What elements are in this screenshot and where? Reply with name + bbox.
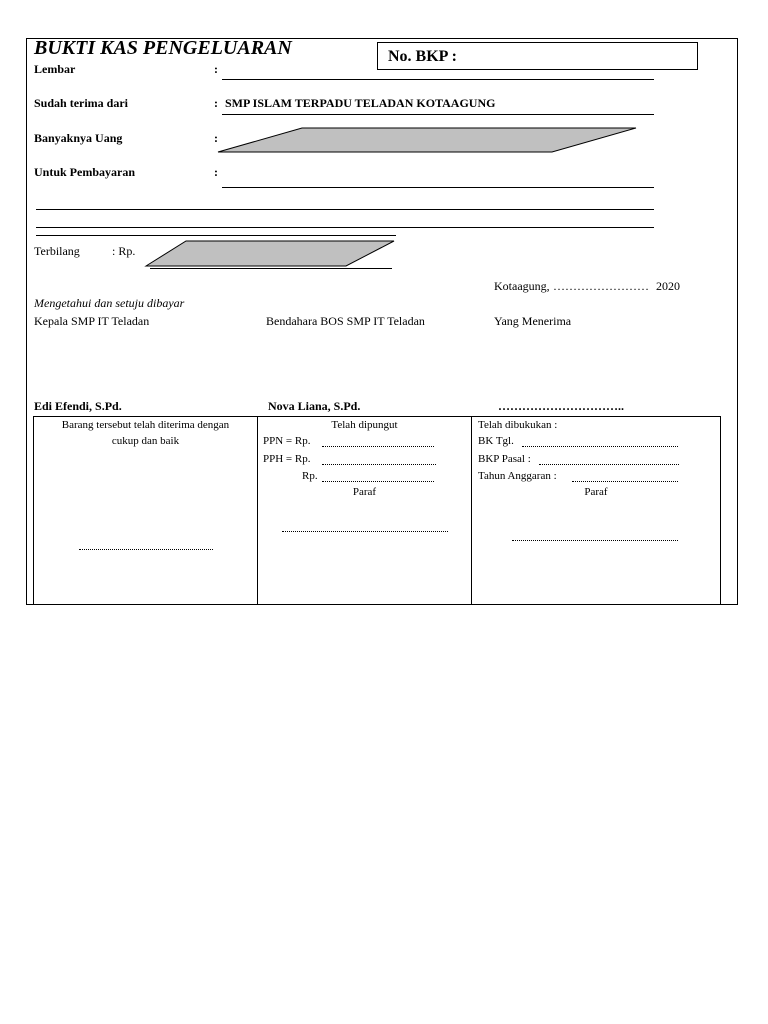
lembar-label: Lembar (34, 62, 76, 76)
untuk-pembayaran-line-3[interactable] (36, 227, 654, 228)
col2-signature-line[interactable] (282, 531, 448, 532)
untuk-pembayaran-line-1[interactable] (222, 187, 654, 188)
col2-rp-label: Rp. (302, 470, 318, 482)
col2-ppn-line[interactable] (322, 446, 434, 447)
col3-bkp-pasal-line[interactable] (539, 464, 679, 465)
place-label: Kotaagung, (494, 279, 550, 293)
approval-note: Mengetahui dan setuju dibayar (34, 296, 185, 310)
date-dots[interactable]: …………………… (553, 279, 649, 293)
lembar-colon: : (214, 62, 218, 76)
col2-ppn-label: PPN = Rp. (263, 435, 311, 447)
no-bkp-box[interactable] (377, 42, 698, 70)
date-year: 2020 (656, 279, 680, 293)
name-penerima[interactable]: ………………………….. (498, 399, 624, 413)
role-kepala: Kepala SMP IT Teladan (34, 314, 150, 328)
name-kepala: Edi Efendi, S.Pd. (34, 399, 122, 413)
col2-pph-label: PPH = Rp. (263, 453, 311, 465)
name-bendahara: Nova Liana, S.Pd. (268, 399, 361, 413)
no-bkp-label: No. BKP : (388, 48, 457, 65)
untuk-pembayaran-line-2[interactable] (36, 209, 654, 210)
col3-tahun-anggaran-line[interactable] (572, 481, 678, 482)
col3-bkp-pasal-label: BKP Pasal : (478, 453, 531, 465)
terbilang-box[interactable] (140, 236, 400, 270)
untuk-pembayaran-label: Untuk Pembayaran (34, 165, 136, 179)
banyaknya-uang-colon: : (214, 131, 218, 145)
role-bendahara: Bendahara BOS SMP IT Teladan (266, 314, 425, 328)
col1-signature-line[interactable] (79, 549, 213, 550)
terbilang-label: Terbilang (34, 244, 80, 258)
col3-tahun-anggaran-label: Tahun Anggaran : (478, 470, 557, 482)
col2-paraf: Paraf (352, 486, 377, 498)
col1-line2: cukup dan baik (111, 435, 180, 447)
sudah-terima-dari-value: SMP ISLAM TERPADU TELADAN KOTAAGUNG (225, 96, 496, 110)
col3-bk-tgl-label: BK Tgl. (478, 435, 514, 447)
untuk-pembayaran-colon: : (214, 165, 218, 179)
col3-header: Telah dibukukan : (478, 419, 558, 431)
col1-line1: Barang tersebut telah diterima dengan (61, 419, 230, 431)
sudah-terima-dari-label: Sudah terima dari (34, 96, 129, 110)
verification-table (33, 416, 721, 605)
table-divider-2 (471, 417, 472, 604)
col3-bk-tgl-line[interactable] (522, 446, 678, 447)
sudah-terima-dari-colon: : (214, 96, 218, 110)
role-penerima: Yang Menerima (494, 314, 572, 328)
terbilang-rp: : Rp. (112, 244, 136, 258)
banyaknya-uang-label: Banyaknya Uang (34, 131, 123, 145)
lembar-line[interactable] (222, 79, 654, 80)
col2-header: Telah dipungut (331, 419, 398, 431)
table-divider-1 (257, 417, 258, 604)
sudah-terima-dari-line[interactable] (222, 114, 654, 115)
col2-rp-line[interactable] (322, 481, 434, 482)
col2-pph-line[interactable] (322, 464, 436, 465)
col3-paraf: Paraf (584, 486, 608, 498)
col3-signature-line[interactable] (512, 540, 678, 541)
form-title: BUKTI KAS PENGELUARAN (34, 37, 292, 59)
banyaknya-uang-box[interactable] (210, 124, 642, 156)
terbilang-bottom-line (150, 268, 392, 269)
